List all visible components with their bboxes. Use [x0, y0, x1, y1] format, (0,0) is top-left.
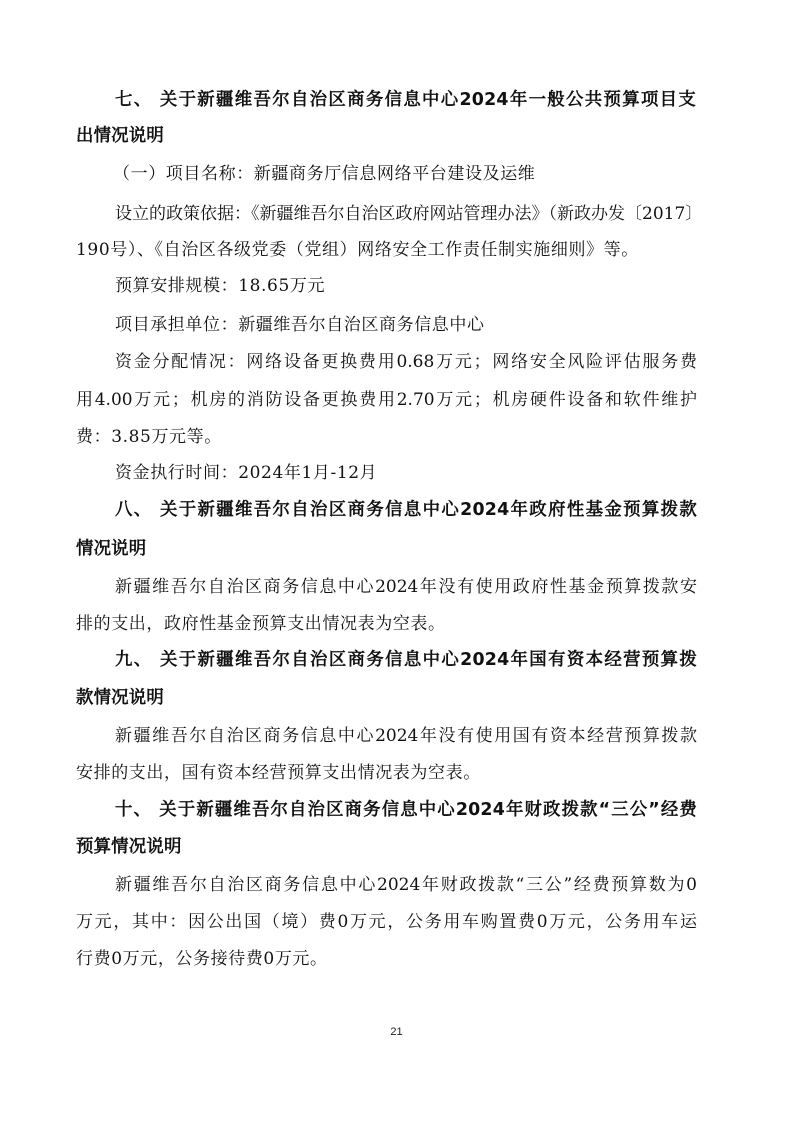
section-7-allocation-line-2: 用4.00万元；机房的消防设备更换费用2.70万元；机房硬件设备和软件维护 [76, 390, 697, 410]
section-7-policy-line-1: 设立的政策依据：《新疆维吾尔自治区政府网站管理办法》（新政办发〔2017〕 [115, 204, 703, 224]
section-7-unit: 项目承担单位：新疆维吾尔自治区商务信息中心 [115, 315, 485, 335]
section-10-heading-line-1: 十、 关于新疆维吾尔自治区商务信息中心2024年财政拨款“三公”经费 [115, 800, 697, 820]
section-10-body-line-3: 行费0万元，公务接待费0万元。 [76, 949, 328, 969]
section-9-heading-line-2: 款情况说明 [76, 688, 164, 708]
section-7-allocation-line-3: 费：3.85万元等。 [76, 427, 222, 447]
section-8-heading-line-1: 八、 关于新疆维吾尔自治区商务信息中心2024年政府性基金预算拨款 [115, 500, 697, 520]
section-10-body-line-2: 万元，其中：因公出国（境）费0万元，公务用车购置费0万元，公务用车运 [76, 912, 697, 932]
section-7-allocation-line-1: 资金分配情况：网络设备更换费用0.68万元；网络安全风险评估服务费 [115, 352, 697, 372]
page-number: 21 [390, 1026, 403, 1038]
section-8-body-line-1: 新疆维吾尔自治区商务信息中心2024年没有使用政府性基金预算拨款安 [115, 577, 697, 597]
section-7-heading-line-1: 七、 关于新疆维吾尔自治区商务信息中心2024年一般公共预算项目支 [115, 90, 696, 110]
section-7-item-title: （一）项目名称：新疆商务厅信息网络平台建设及运维 [113, 164, 536, 184]
section-10-body-line-1: 新疆维吾尔自治区商务信息中心2024年财政拨款“三公”经费预算数为0 [115, 875, 697, 895]
section-8-heading-line-2: 情况说明 [76, 539, 147, 559]
section-8-body-line-2: 排的支出，政府性基金预算支出情况表为空表。 [76, 614, 446, 634]
section-9-body-line-2: 安排的支出，国有资本经营预算支出情况表为空表。 [76, 763, 481, 783]
section-7-execution-time: 资金执行时间：2024年1月-12月 [115, 463, 378, 483]
section-10-heading-line-2: 预算情况说明 [76, 837, 182, 857]
section-7-policy-line-2: 190号）、《自治区各级党委（党组）网络安全工作责任制实施细则》等。 [76, 240, 639, 260]
section-9-body-line-1: 新疆维吾尔自治区商务信息中心2024年没有使用国有资本经营预算拨款 [115, 726, 697, 746]
section-7-heading-line-2: 出情况说明 [76, 126, 164, 146]
section-7-budget-scale: 预算安排规模：18.65万元 [115, 276, 326, 296]
section-9-heading-line-1: 九、 关于新疆维吾尔自治区商务信息中心2024年国有资本经营预算拨 [115, 650, 697, 670]
